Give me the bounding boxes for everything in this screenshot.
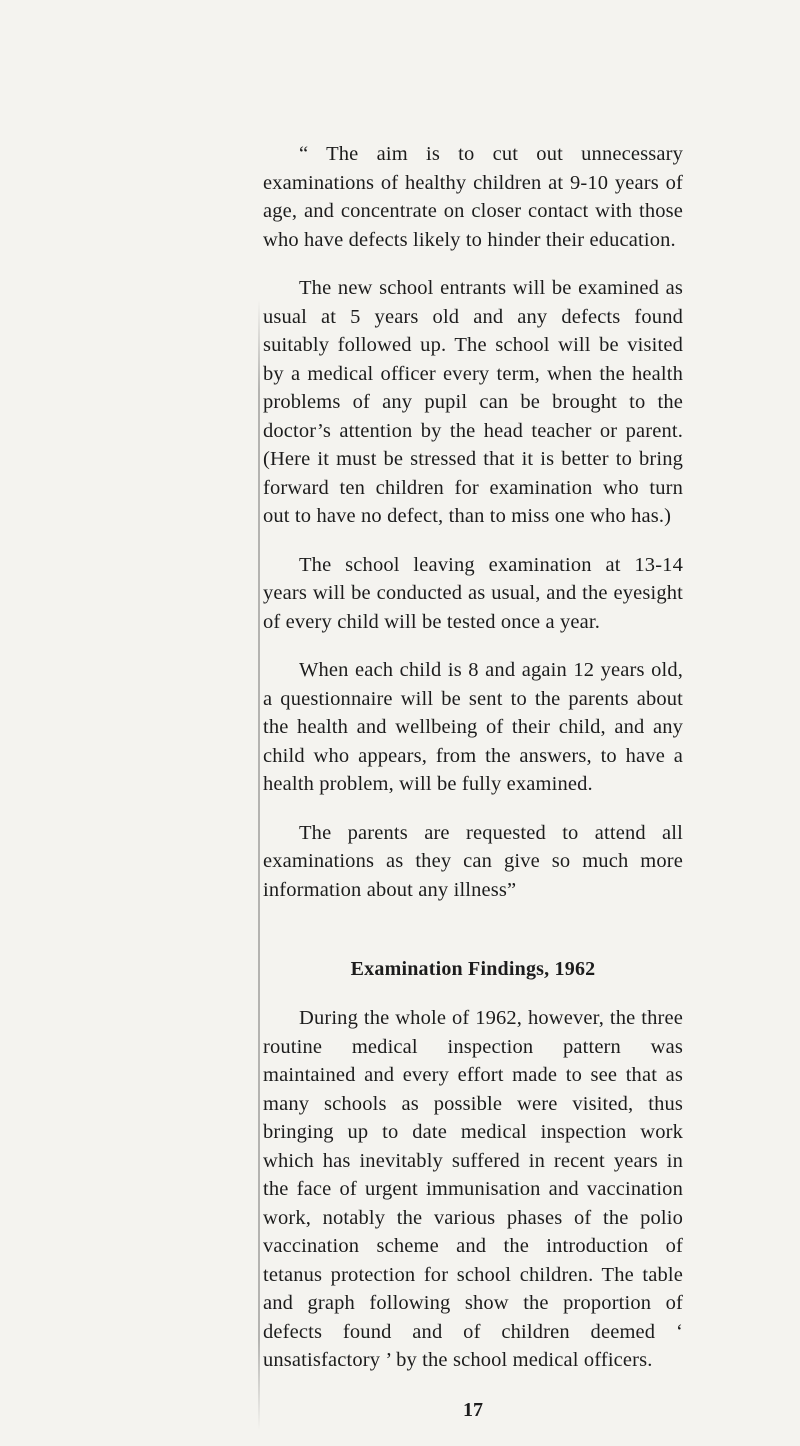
quoted-paragraph-questionnaire: When each child is 8 and again 12 years old, a questionnaire will be sent to the parents about the health and wellbeing of their child, and any child who appears, from the answers, to have a health problem, will be fully examined. [263, 659, 683, 795]
document-page [263, 140, 683, 1423]
quoted-paragraph-new-entrants: The new school entrants will be examined as usual at 5 years old and any defects found suitably followed up. The school will be visited by a medical officer every term, when the health problems of any pupil can be brought to the doctor’s attention by the head teacher or parent. (Here it must be stressed that it is better to bring forward ten children for examination who turn out to have no defect, than to miss one who has.) [263, 277, 683, 527]
quoted-paragraph-leaving-exam: The school leaving examination at 13-14 years will be conducted as usual, and the eyesight of every child will be tested once a year. [263, 553, 683, 633]
section-paragraph-findings: During the whole of 1962, however, the three routine medical inspection pattern was maintained and every effort made to see that as many schools as possible were visited, thus bringing up to date medical inspection work which has inevitably suffered in recent years in the face of urgent immunisation and vaccination work, notably the various phases of the polio vaccination scheme and the introduction of tetanus protection for school children. The table and graph following show the proportion of defects found and of children deemed ‘ unsatisfactory ’ by the school medical officers. [263, 1007, 683, 1371]
quoted-paragraph-aim: “ The aim is to cut out unnecessary examinations of healthy children at 9-10 years of age, and concentrate on closer contact with those who have defects likely to hinder their education. [263, 143, 683, 251]
quoted-paragraph-parents: The parents are requested to attend all examinations as they can give so much more information about any illness” [263, 821, 683, 901]
page-edge-shadow [258, 300, 260, 1430]
section-heading: Examination Findings, 1962 [350, 958, 596, 980]
page-number: 17 [463, 1398, 483, 1421]
